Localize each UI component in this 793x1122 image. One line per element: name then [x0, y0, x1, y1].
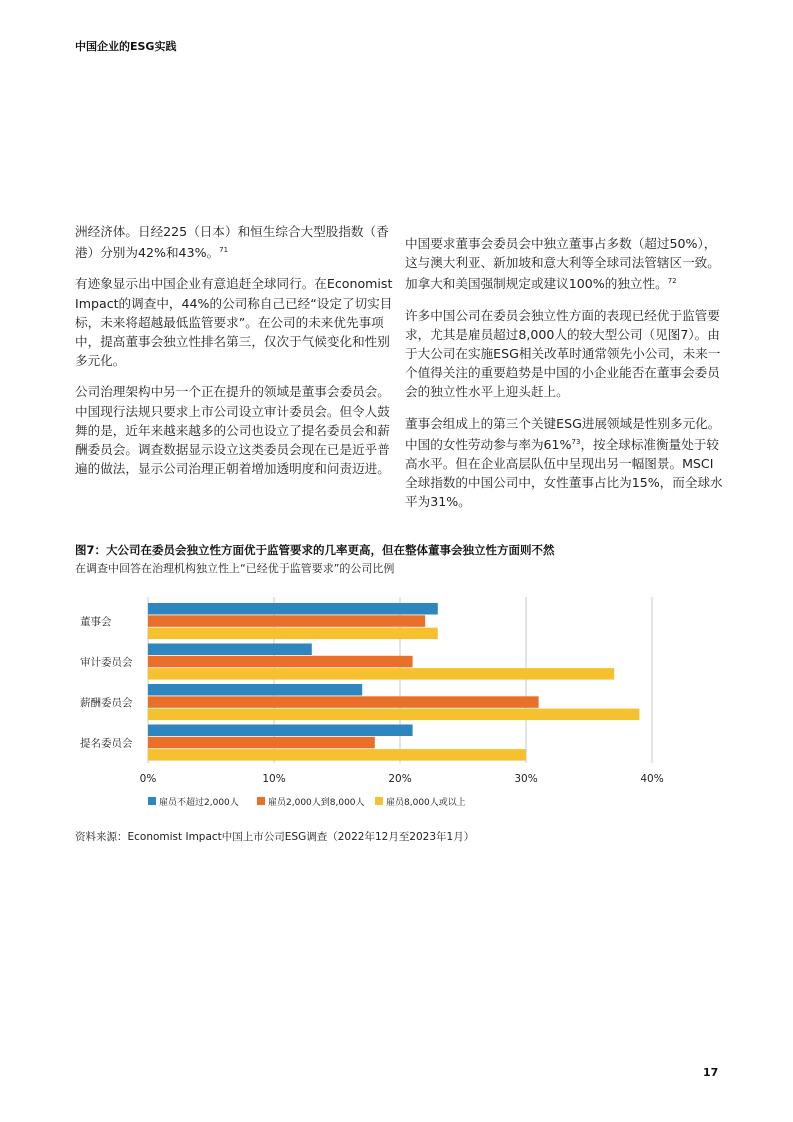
- paragraph: 中国要求董事会委员会中独立董事占多数（超过50%），这与澳大利亚、新加坡和意大利等全球司法管辖区一致。加拿大和美国强制规定或建议100%的独立性。$^{72}$: [405, 236, 720, 292]
- bar: [148, 615, 425, 627]
- figure-title: 图7：大公司在委员会独立性方面优于监管要求的几率更高，但在整体董事会独立性方面则不然: [75, 543, 555, 557]
- x-tick-label: 40%: [640, 773, 664, 785]
- bar: [148, 737, 375, 749]
- paragraph: 有迹象显示出中国企业有意追赶全球同行。在Economist Impact的调查中，44%的公司称自己已经“设定了切实目标，未来将超越最低监管要求”。在公司的未来优先事项中，提高董事会独立性排名第三，仅次于气候变化和性别多元化。: [75, 276, 393, 369]
- bar: [148, 603, 438, 615]
- x-tick-label: 30%: [514, 773, 538, 785]
- x-tick-label: 0%: [139, 773, 157, 785]
- bar: [148, 709, 639, 721]
- page-header: 中国企业的ESG实践: [75, 40, 177, 53]
- legend-label: 雇员不超过2,000人: [159, 798, 239, 808]
- bar: [148, 749, 526, 761]
- bar: [148, 725, 413, 737]
- legend-label: 雇员2,000人到8,000人: [268, 798, 365, 808]
- legend-label: 雇员8,000人或以上: [386, 798, 466, 808]
- bar: [148, 696, 539, 708]
- legend-swatch: [148, 797, 156, 805]
- category-label: 董事会: [80, 616, 112, 629]
- footnote-ref: 72: [667, 277, 677, 286]
- legend-swatch: [375, 797, 383, 805]
- page-number: 17: [703, 1066, 719, 1079]
- footnote-ref: 71: [219, 246, 229, 255]
- x-tick-label: 10%: [262, 773, 286, 785]
- source-note: 资料来源：Economist Impact中国上市公司ESG调查（2022年12月至2023年1月）: [75, 831, 475, 843]
- category-label: 提名委员会: [80, 737, 133, 750]
- paragraph: 许多中国公司在委员会独立性方面的表现已经优于监管要求，尤其是雇员超过8,000人的较大型公司（见图7）。由于大公司在实施ESG相关改革时通常领先小公司，未来一个值得关注的重要趋势是中国的小企业能否在董事会委员会的独立性水平上迎头赶上。: [405, 307, 721, 400]
- paragraph: 洲经济体。日经225（日本）和恒生综合大型股指数（香港）分别为42%和43%。$^{71}$: [75, 224, 389, 261]
- category-label: 审计委员会: [80, 656, 133, 669]
- footnote-ref: 73: [571, 437, 581, 446]
- paragraph: 董事会组成上的第三个关键ESG进展领域是性别多元化。中国的女性劳动参与率为61%$^{73}$，按全球标准衡量处于较高水平。但在企业高层队伍中呈现出另一幅图景。MSCI全球指数的中国公司中，女性董事占比为15%，而全球水平为31%。: [405, 415, 723, 510]
- bar: [148, 644, 312, 656]
- bar: [148, 684, 362, 696]
- bar: [148, 668, 614, 680]
- legend-swatch: [257, 797, 265, 805]
- bar: [148, 628, 438, 640]
- category-label: 薪酬委员会: [80, 697, 133, 710]
- bar: [148, 656, 413, 668]
- figure-subtitle: 在调查中回答在治理机构独立性上“已经优于监管要求”的公司比例: [75, 562, 395, 575]
- paragraph: 公司治理架构中另一个正在提升的领域是董事会委员会。中国现行法规只要求上市公司设立审计委员会。但令人鼓舞的是，近年来越来越多的公司也设立了提名委员会和薪酬委员会。调查数据显示设立这类委员会现在已是近乎普遍的做法，显示公司治理正朝着增加透明度和问责迈进。: [75, 384, 390, 477]
- x-tick-label: 20%: [388, 773, 412, 785]
